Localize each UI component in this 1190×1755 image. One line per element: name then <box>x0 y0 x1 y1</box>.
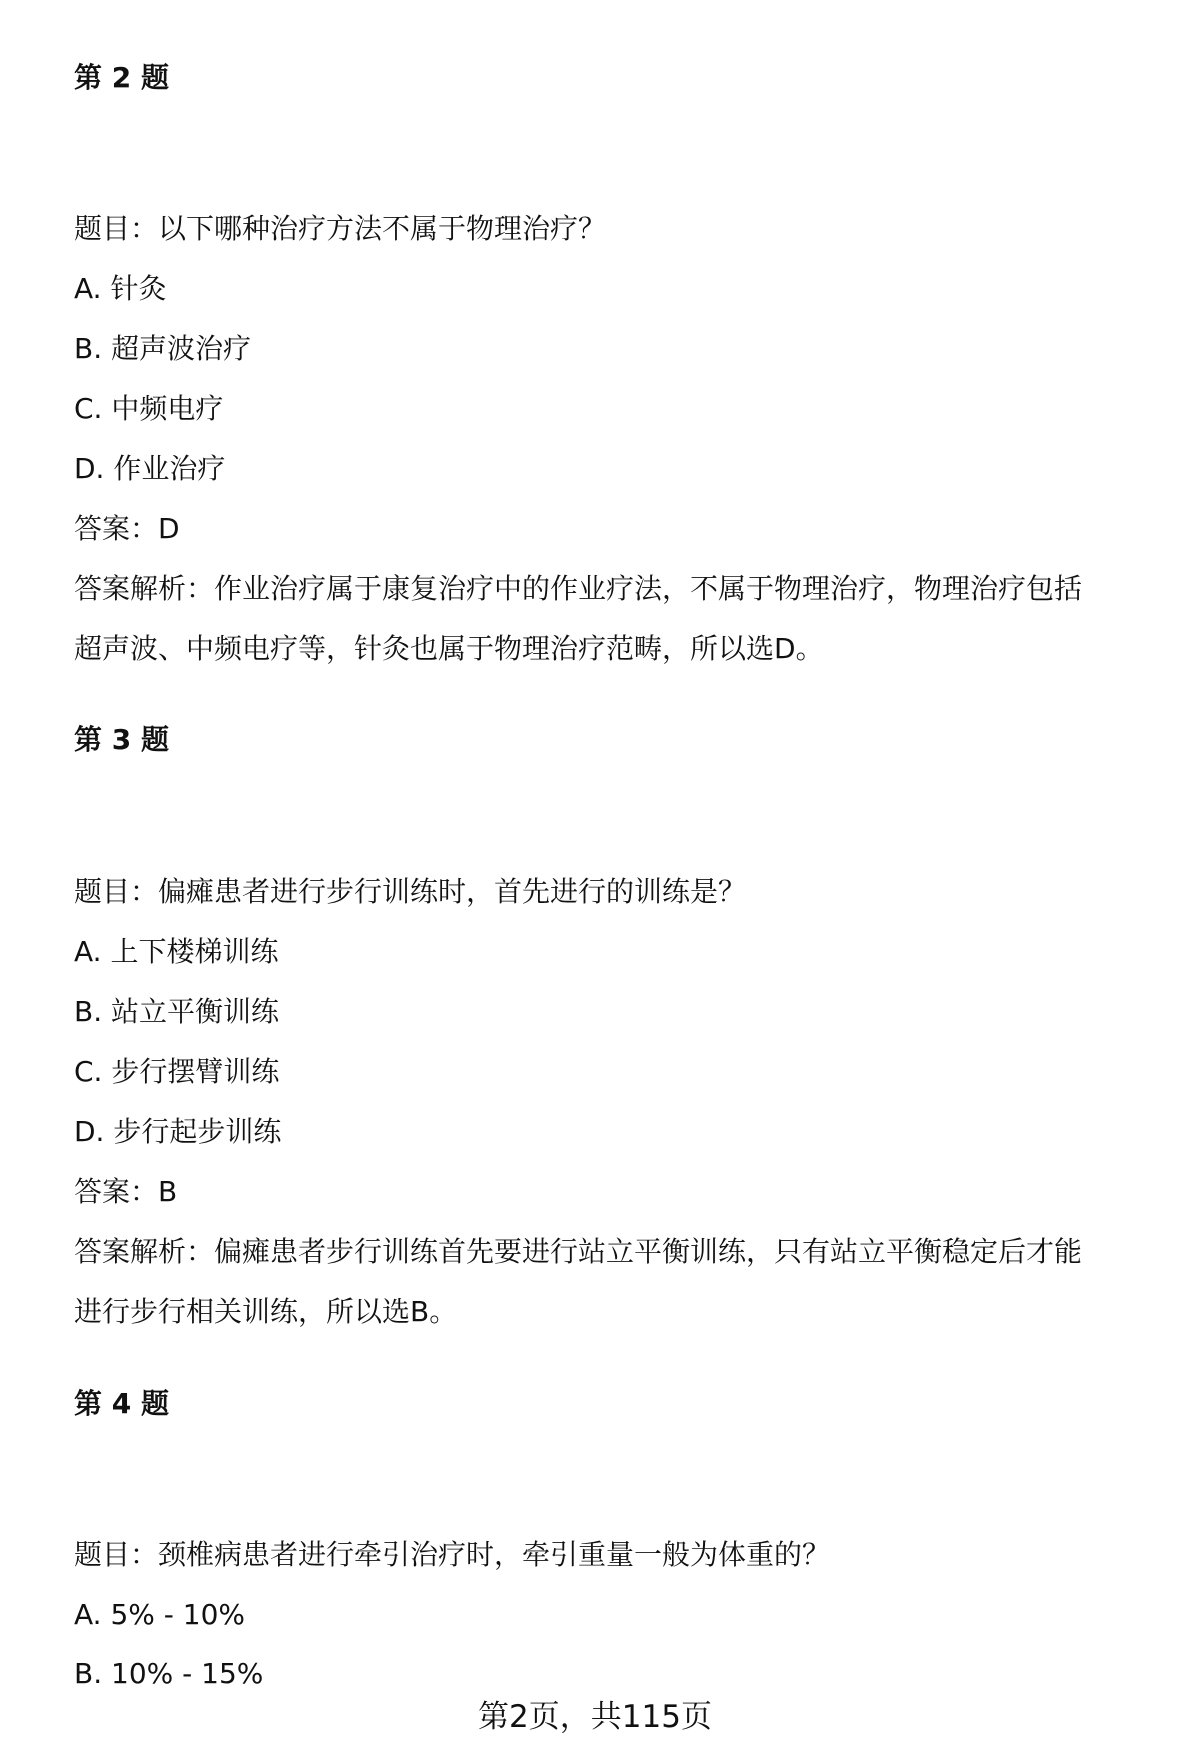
option-a: A. 上下楼梯训练 <box>74 935 279 968</box>
question-stem: 题目：偏瘫患者进行步行训练时，首先进行的训练是？ <box>74 875 747 908</box>
question-heading: 第 4 题 <box>74 1387 169 1420</box>
option-c: C. 中频电疗 <box>74 392 224 425</box>
answer: 答案：D <box>74 512 180 545</box>
option-b: B. 超声波治疗 <box>74 332 252 365</box>
option-a: A. 5% - 10% <box>74 1598 246 1631</box>
explanation-line-2: 进行步行相关训练，所以选B。 <box>74 1295 458 1328</box>
answer: 答案：B <box>74 1175 178 1208</box>
explanation-line-1: 答案解析：偏瘫患者步行训练首先要进行站立平衡训练，只有站立平衡稳定后才能 <box>74 1235 1083 1268</box>
option-b: B. 10% - 15% <box>74 1657 264 1690</box>
option-a: A. 针灸 <box>74 272 167 305</box>
option-c: C. 步行摆臂训练 <box>74 1055 280 1088</box>
explanation-line-2: 超声波、中频电疗等，针灸也属于物理治疗范畴，所以选D。 <box>74 632 824 665</box>
page-number: 第2页，共115页 <box>478 1699 712 1735</box>
option-d: D. 步行起步训练 <box>74 1115 282 1148</box>
question-stem: 题目：颈椎病患者进行牵引治疗时，牵引重量一般为体重的？ <box>74 1538 831 1571</box>
option-d: D. 作业治疗 <box>74 452 226 485</box>
question-stem: 题目：以下哪种治疗方法不属于物理治疗？ <box>74 212 607 245</box>
option-b: B. 站立平衡训练 <box>74 995 280 1028</box>
question-heading: 第 2 题 <box>74 61 169 94</box>
explanation-line-1: 答案解析：作业治疗属于康复治疗中的作业疗法，不属于物理治疗，物理治疗包括 <box>74 572 1083 605</box>
question-heading: 第 3 题 <box>74 723 169 756</box>
